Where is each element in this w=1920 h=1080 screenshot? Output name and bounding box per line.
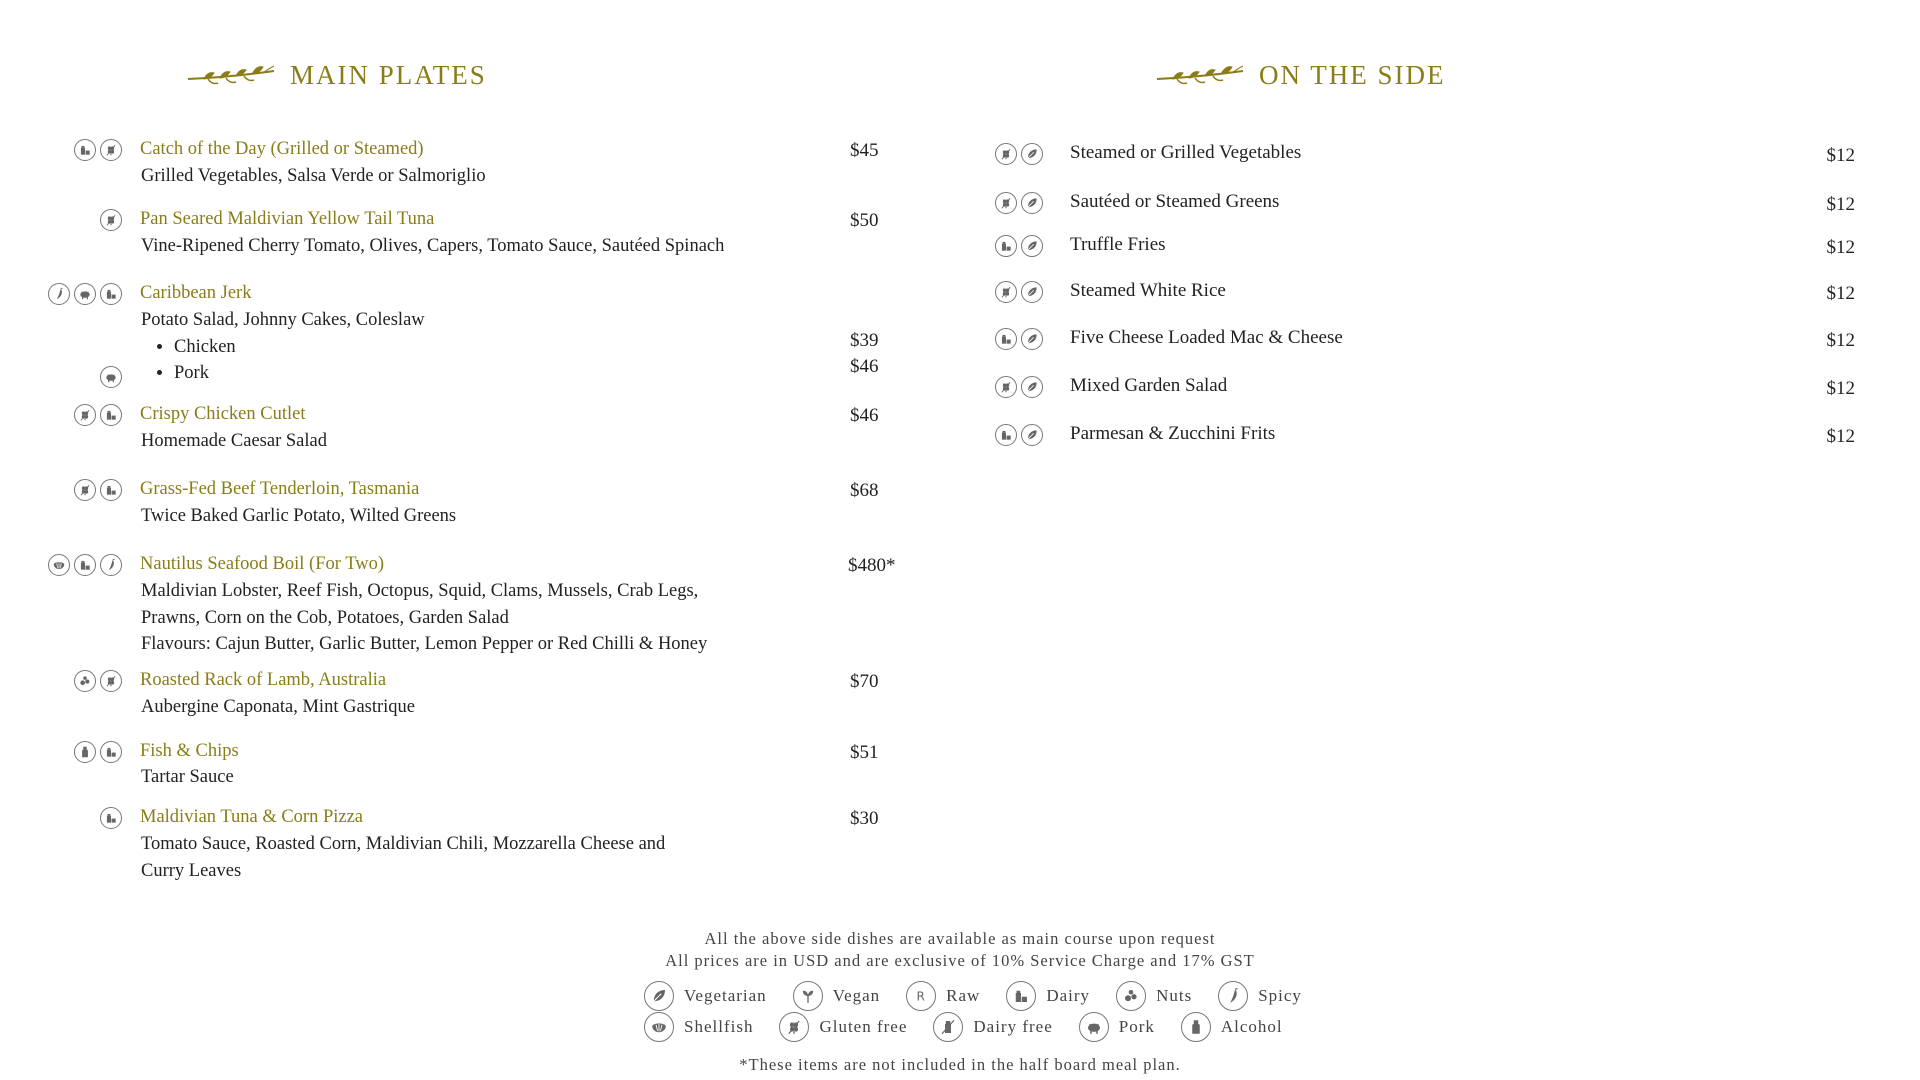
dish-name: Caribbean Jerk bbox=[140, 283, 252, 303]
side-name: Steamed or Grilled Vegetables bbox=[1070, 142, 1302, 163]
legend-item bbox=[906, 981, 980, 1011]
dish-name: Nautilus Seafood Boil (For Two) bbox=[140, 554, 384, 574]
legend-item bbox=[1181, 1012, 1283, 1042]
gluten-free-icon bbox=[995, 143, 1017, 165]
legend-item bbox=[1079, 1012, 1155, 1042]
gluten-free-icon bbox=[100, 139, 122, 161]
legend-label: Vegan bbox=[832, 986, 881, 1005]
side-price: $12 bbox=[1826, 378, 1855, 399]
gluten-free-icon bbox=[100, 209, 122, 231]
main-plates-heading bbox=[186, 58, 487, 92]
side-name: Mixed Garden Salad bbox=[1070, 375, 1228, 396]
pork-icon bbox=[1079, 1012, 1109, 1042]
dish-name: Grass-Fed Beef Tenderloin, Tasmania bbox=[140, 479, 420, 499]
dairy-icon bbox=[100, 404, 122, 426]
gluten-free-icon bbox=[779, 1012, 809, 1042]
gluten-free-icon bbox=[74, 479, 96, 501]
pork-icon bbox=[100, 366, 122, 388]
gluten-free-icon bbox=[100, 670, 122, 692]
legend-label: Shellfish bbox=[684, 1017, 754, 1036]
side-name: Truffle Fries bbox=[1070, 234, 1166, 255]
dish-description: Tartar Sauce bbox=[141, 767, 234, 787]
dish-price: $30 bbox=[850, 808, 879, 829]
side-price: $12 bbox=[1826, 145, 1855, 166]
vegetarian-icon bbox=[1021, 143, 1043, 165]
legend-label: Gluten free bbox=[819, 1017, 908, 1036]
dish-name: Maldivian Tuna & Corn Pizza bbox=[140, 807, 364, 827]
side-name: Sautéed or Steamed Greens bbox=[1070, 191, 1280, 212]
legend-item bbox=[1218, 981, 1302, 1011]
legend-label: Alcohol bbox=[1220, 1017, 1283, 1036]
dairy-icon bbox=[74, 554, 96, 576]
dish-name: Crispy Chicken Cutlet bbox=[140, 404, 306, 424]
shellfish-icon bbox=[644, 1012, 674, 1042]
vegetarian-icon bbox=[1021, 424, 1043, 446]
side-item bbox=[995, 235, 1855, 265]
dairy-icon bbox=[100, 283, 122, 305]
gluten-free-icon bbox=[74, 404, 96, 426]
option-pork-price: $46 bbox=[850, 356, 879, 377]
side-item bbox=[995, 328, 1855, 358]
dish-description-line: Maldivian Lobster, Reef Fish, Octopus, Squid, Clams, Mussels, Crab Legs, bbox=[141, 581, 699, 601]
dish-price: $480* bbox=[848, 555, 896, 576]
side-item bbox=[995, 192, 1855, 222]
vegetarian-icon bbox=[1021, 192, 1043, 214]
dish-price: $51 bbox=[850, 742, 879, 763]
dish-price: $68 bbox=[850, 480, 879, 501]
pork-icon bbox=[74, 283, 96, 305]
dish-description: Aubergine Caponata, Mint Gastrique bbox=[141, 697, 416, 717]
side-name: Steamed White Rice bbox=[1070, 280, 1226, 301]
legend-row bbox=[644, 981, 1302, 1011]
dish-description-text: Potato Salad, Johnny Cakes, Coleslaw bbox=[141, 310, 425, 330]
vegetarian-icon bbox=[1021, 328, 1043, 350]
dish-description: Homemade Caesar Salad bbox=[141, 431, 327, 451]
side-price: $12 bbox=[1826, 426, 1855, 447]
dairy-icon bbox=[995, 235, 1017, 257]
legend-label: Vegetarian bbox=[684, 986, 767, 1005]
half-board-note: *These items are not included in the half board meal plan. bbox=[739, 1055, 1181, 1074]
raw-icon bbox=[906, 981, 936, 1011]
dairy-icon bbox=[100, 807, 122, 829]
on-the-side-heading bbox=[1155, 58, 1446, 92]
alcohol-icon bbox=[74, 741, 96, 763]
dish-name: Fish & Chips bbox=[140, 741, 239, 761]
spicy-icon bbox=[48, 283, 70, 305]
olive-branch-icon bbox=[186, 63, 276, 87]
dish-name: Catch of the Day (Grilled or Steamed) bbox=[140, 139, 424, 159]
dish-description: Grilled Vegetables, Salsa Verde or Salmoriglio bbox=[141, 166, 486, 186]
side-name: Parmesan & Zucchini Frits bbox=[1070, 423, 1276, 444]
vegan-icon bbox=[793, 981, 823, 1011]
vegetarian-icon bbox=[1021, 281, 1043, 303]
legend-label: Dairy bbox=[1046, 986, 1091, 1005]
option-chicken: • Chicken bbox=[174, 334, 425, 361]
dish-name: Pan Seared Maldivian Yellow Tail Tuna bbox=[140, 209, 435, 229]
dairy-icon bbox=[995, 424, 1017, 446]
legend-item bbox=[644, 1012, 753, 1042]
legend-item bbox=[933, 1012, 1052, 1042]
dairy-free-icon bbox=[933, 1012, 963, 1042]
option-pork: • Pork bbox=[174, 360, 425, 387]
gluten-free-icon bbox=[995, 281, 1017, 303]
dish-name: Roasted Rack of Lamb, Australia bbox=[140, 670, 387, 690]
olive-branch-icon bbox=[1155, 63, 1245, 87]
dish-description bbox=[141, 307, 425, 387]
dish-description-line: Prawns, Corn on the Cob, Potatoes, Garden Salad bbox=[141, 607, 509, 628]
main-plates-title: MAIN PLATES bbox=[290, 59, 487, 90]
dish-options bbox=[141, 334, 425, 387]
dish-description-line: Tomato Sauce, Roasted Corn, Maldivian Chili, Mozzarella Cheese and bbox=[141, 834, 666, 854]
legend-label: Raw bbox=[946, 986, 981, 1005]
legend-item bbox=[793, 981, 880, 1011]
dairy-icon bbox=[1006, 981, 1036, 1011]
dairy-icon bbox=[100, 479, 122, 501]
pricing-note: All prices are in USD and are exclusive of 10% Service Charge and 17% GST bbox=[665, 951, 1255, 970]
side-price: $12 bbox=[1826, 194, 1855, 215]
shellfish-icon bbox=[48, 554, 70, 576]
dish-price: $70 bbox=[850, 671, 879, 692]
option-chicken-price: $39 bbox=[850, 330, 879, 351]
gluten-free-icon bbox=[995, 376, 1017, 398]
side-item bbox=[995, 424, 1855, 454]
legend-item bbox=[1006, 981, 1090, 1011]
vegetarian-icon bbox=[644, 981, 674, 1011]
vegetarian-icon bbox=[1021, 235, 1043, 257]
gluten-free-icon bbox=[995, 192, 1017, 214]
dairy-icon bbox=[100, 741, 122, 763]
spicy-icon bbox=[1218, 981, 1248, 1011]
dairy-icon bbox=[74, 139, 96, 161]
side-price: $12 bbox=[1826, 330, 1855, 351]
on-the-side-title: ON THE SIDE bbox=[1259, 59, 1446, 90]
dish-price: $50 bbox=[850, 210, 879, 231]
nuts-icon bbox=[1116, 981, 1146, 1011]
legend-label: Nuts bbox=[1156, 986, 1193, 1005]
legend-item bbox=[644, 981, 767, 1011]
dish-description-line: Flavours: Cajun Butter, Garlic Butter, Lemon Pepper or Red Chilli & Honey bbox=[141, 634, 708, 654]
alcohol-icon bbox=[1181, 1012, 1211, 1042]
side-price: $12 bbox=[1826, 237, 1855, 258]
legend-label: Spicy bbox=[1258, 986, 1302, 1005]
vegetarian-icon bbox=[1021, 376, 1043, 398]
legend-row bbox=[644, 1012, 1283, 1042]
dish-description-line: Curry Leaves bbox=[141, 860, 242, 881]
side-name: Five Cheese Loaded Mac & Cheese bbox=[1070, 327, 1343, 348]
spicy-icon bbox=[100, 554, 122, 576]
dish-price: $45 bbox=[850, 140, 879, 161]
legend-label: Dairy free bbox=[973, 1017, 1053, 1036]
legend-item bbox=[779, 1012, 907, 1042]
dish-price: $46 bbox=[850, 405, 879, 426]
nuts-icon bbox=[74, 670, 96, 692]
legend-label: Pork bbox=[1118, 1017, 1155, 1036]
side-price: $12 bbox=[1826, 283, 1855, 304]
side-item bbox=[995, 376, 1855, 406]
dish-description: Vine-Ripened Cherry Tomato, Olives, Capers, Tomato Sauce, Sautéed Spinach bbox=[141, 236, 725, 256]
dish-description: Twice Baked Garlic Potato, Wilted Greens bbox=[141, 506, 457, 526]
dish-description bbox=[141, 831, 665, 884]
side-item bbox=[995, 281, 1855, 311]
dish-description bbox=[141, 578, 707, 658]
side-dish-note: All the above side dishes are available as main course upon request bbox=[704, 929, 1216, 948]
side-item bbox=[995, 143, 1855, 173]
dairy-icon bbox=[995, 328, 1017, 350]
legend-item bbox=[1116, 981, 1192, 1011]
svg-text:R: R bbox=[916, 989, 926, 1004]
